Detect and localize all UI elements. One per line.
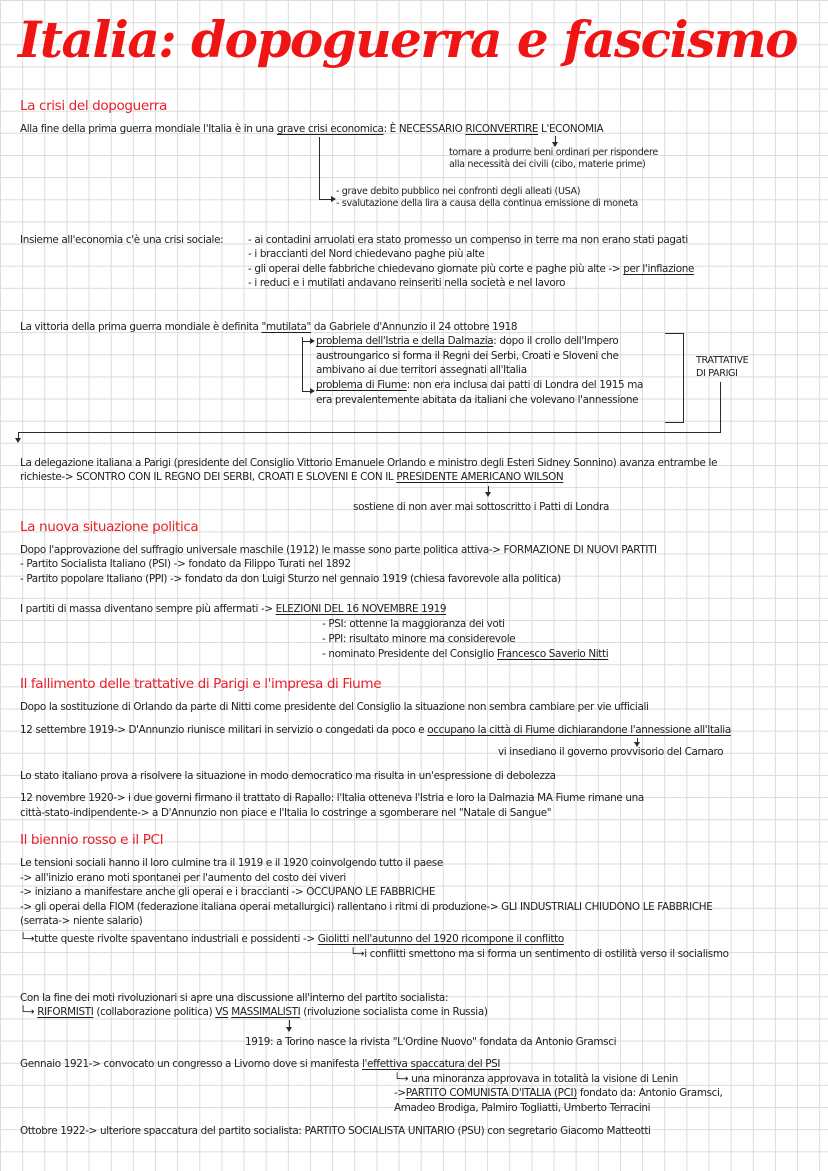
fiume-line-1 [316,378,643,392]
text: L'ECONOMIA [538,123,604,135]
text: : non era inclusa dai patti di Londra del 1915 ma [406,379,644,391]
connector-line [720,382,721,432]
bracket-line [665,422,683,423]
biennio-p6 [20,932,564,946]
biennio-p7: └→i conflitti smettono ma si forma un sentimento di ostilità verso il socialismo [350,948,729,960]
arrow-right-icon [310,338,315,344]
politica-p4 [20,602,446,616]
biennio-p15: Ottobre 1922-> ulteriore spaccatura del partito socialista: PARTITO SOCIALISTA UNITARIO (PSU) con segretario Giacomo Matteotti [20,1125,651,1137]
heading-biennio: Il biennio rosso e il PCI [20,832,164,848]
elezioni-item-2: - PPI: risultato minore ma considerevole [322,633,516,645]
politica-p1: Dopo l'approvazione del suffragio universale maschile (1912) le masse sono parte politica attiva-> FORMAZIONE DI NUOVI PARTITI [20,544,657,556]
text: : dopo il crollo dell'Impero [493,335,619,347]
biennio-p14: Amadeo Brodiga, Palmiro Togliatti, Umberto Terracini [394,1102,651,1114]
heading-fiume: Il fallimento delle trattative di Parigi e l'impresa di Fiume [20,676,382,692]
trattative-label-2: DI PARIGI [696,368,738,379]
elezioni-item-1: - PSI: ottenne la maggioranza dei voti [322,618,505,630]
connector-line [302,337,303,392]
text: Gennaio 1921-> convocato un congresso a Livorno dove si manifesta [20,1058,363,1070]
underlined-text: problema dell'Istria e della Dalmazia [316,335,494,347]
politica-p2: - Partito Socialista Italiano (PSI) -> fondato da Filippo Turati nel 1892 [20,558,351,570]
biennio-p1: Le tensioni sociali hanno il loro culmine tra il 1919 e il 1920 coinvolgendo tutto il paese [20,857,443,869]
elezioni-item-3 [322,647,608,661]
econ-item-2: - svalutazione della lira a causa della continua emissione di moneta [336,198,638,209]
underlined-text: Francesco Saverio Nitti [496,648,609,660]
biennio-p12: └→ una minoranza approvava in totalità la visione di Lenin [394,1073,678,1085]
istria-line-3: ambivano ai due territori assegnati all'Italia [316,364,527,376]
underlined-text: "mutilata" [261,321,311,333]
fiume-p1: Dopo la sostituzione di Orlando da parte di Nitti come presidente del Consiglio la situazione non sembra cambiare per vie ufficiali [20,701,649,713]
biennio-p8: Con la fine dei moti rivoluzionari si apre una discussione all'interno del partito socialista: [20,992,449,1004]
text: fondato da: Antonio Gramsci, [576,1087,723,1099]
text: da Gabriele d'Annunzio il 24 ottobre 1918 [310,321,518,333]
connector-line [319,137,320,200]
riconvertire-note-2: alla necessità dei civili (cibo, materie prime) [449,159,646,170]
underlined-text: RIFORMISTI [37,1006,94,1018]
connector-line [18,432,721,433]
fiume-p5: 12 novembre 1920-> i due governi firmano il trattato di Rapallo: l'Italia otteneva l'Istria e loro la Dalmazia MA Fiume rimane una [20,792,644,804]
delegazione-line-2 [20,470,563,484]
trattative-label-1: TRATTATIVE [696,355,749,366]
biennio-p5: (serrata-> niente salario) [20,915,143,927]
social-lead: Insieme all'economia c'è una crisi sociale: [20,234,224,246]
text: └→tutte queste rivolte spaventano industriali e possidenti -> [20,933,318,945]
fiume-p6: città-stato-indipendente-> a D'Annunzio non piace e l'Italia lo costringe a sgomberare nel "Natale di Sangue" [20,807,552,819]
social-item-2: - i braccianti del Nord chiedevano paghe più alte [248,248,485,260]
text: -> [394,1087,406,1099]
biennio-p10: 1919: a Torino nasce la rivista "L'Ordine Nuovo" fondata da Antonio Gramsci [245,1036,617,1048]
text: (rivoluzione socialista come in Russia) [300,1006,488,1018]
biennio-p3: -> iniziano a manifestare anche gli operai e i braccianti -> OCCUPANO LE FABBRICHE [20,886,436,898]
arrow-down-icon [286,1027,292,1032]
underlined-text: ELEZIONI DEL 16 NOVEMBRE 1919 [275,603,447,615]
econ-item-1: - grave debito pubblico nei confronti degli alleati (USA) [336,186,581,197]
biennio-p4: -> gli operai della FIOM (federazione italiana operai metallurgici) rallentano i ritmi di produzione-> GLI INDUSTRIALI CHIUDONO LE FABBRICHE [20,901,713,913]
underlined-text: PARTITO COMUNISTA D'ITALIA (PCI) [405,1087,577,1099]
biennio-p11 [20,1057,500,1071]
underlined-text: Giolitti nell'autunno del 1920 ricompone il conflitto [317,933,564,945]
text: - nominato Presidente del Consiglio [322,648,497,660]
text: richieste-> SCONTRO CON IL REGNO DEI SERBI, CROATI E SLOVENI E CON IL [20,471,397,483]
arrow-down-icon [15,438,21,443]
vittoria-mutilata [20,320,517,334]
text: Alla fine della prima guerra mondiale l'Italia è in una [20,123,277,135]
underlined-text: PRESIDENTE AMERICANO WILSON [396,471,564,483]
text: I partiti di massa diventano sempre più affermati -> [20,603,276,615]
biennio-p2: -> all'inizio erano moti spontanei per l'aumento del costo dei viveri [20,872,346,884]
text: └→ [20,1006,38,1018]
wilson-note: sostiene di non aver mai sottoscritto i Patti di Londra [353,501,609,513]
arrow-down-icon [485,492,491,497]
crisi-intro [20,122,603,136]
underlined-text: problema di Fiume [316,379,407,391]
text: - gli operai delle fabbriche chiedevano giornate più corte e paghe più alte -> [248,263,624,275]
politica-p3: - Partito popolare Italiano (PPI) -> fondato da don Luigi Sturzo nel gennaio 1919 (chiesa favorevole alla politica) [20,573,561,585]
fiume-p2 [20,723,731,737]
heading-crisi: La crisi del dopoguerra [20,98,167,114]
text: : È NECESSARIO [383,123,466,135]
underlined-text: RICONVERTIRE [465,123,539,135]
underlined-text: grave crisi economica [276,123,384,135]
underlined-text: VS [215,1006,229,1018]
text: (collaborazione politica) [93,1006,216,1018]
text: 12 settembre 1919-> D'Annunzio riunisce militari in servizio o congedati da poco e [20,724,428,736]
underlined-text: MASSIMALISTI [231,1006,301,1018]
fiume-p4: Lo stato italiano prova a risolvere la situazione in modo democratico ma risulta in un'espressione di debolezza [20,770,556,782]
bracket-line [665,333,683,334]
social-item-4: - i reduci e i mutilati andavano reinseriti nella società e nel lavoro [248,277,566,289]
heading-politica: La nuova situazione politica [20,519,199,535]
social-item-3 [248,262,694,276]
text: La vittoria della prima guerra mondiale è definita [20,321,262,333]
bracket-line [683,333,684,423]
biennio-p9 [20,1005,488,1019]
delegazione-line-1: La delegazione italiana a Parigi (presidente del Consiglio Vittorio Emanuele Orlando e ministro degli Esteri Sidney Sonnino) avanza entrambe le [20,457,718,469]
fiume-line-2: era prevalentemente abitata da italiani che volevano l'annessione [316,394,639,406]
underlined-text: l'effettiva spaccatura del PSI [362,1058,501,1070]
connector-line [319,199,331,200]
fiume-p3: vi insediano il governo provvisorio del Carnaro [498,746,724,758]
istria-line-2: austroungarico si forma il Regni dei Serbi, Croati e Sloveni che [316,350,619,362]
social-item-1: - ai contadini arruolati era stato promesso un compenso in terre ma non erano stati pagati [248,234,688,246]
page-title: Italia: dopoguerra e fascismo [18,10,797,69]
riconvertire-note-1: tornare a produrre beni ordinari per rispondere [449,147,658,158]
biennio-p13 [394,1086,723,1100]
arrow-right-icon [310,388,315,394]
underlined-text: per l'inflazione [623,263,695,275]
istria-line-1 [316,334,618,348]
underlined-text: occupano la città di Fiume dichiarandone l'annessione all'Italia [427,724,731,736]
